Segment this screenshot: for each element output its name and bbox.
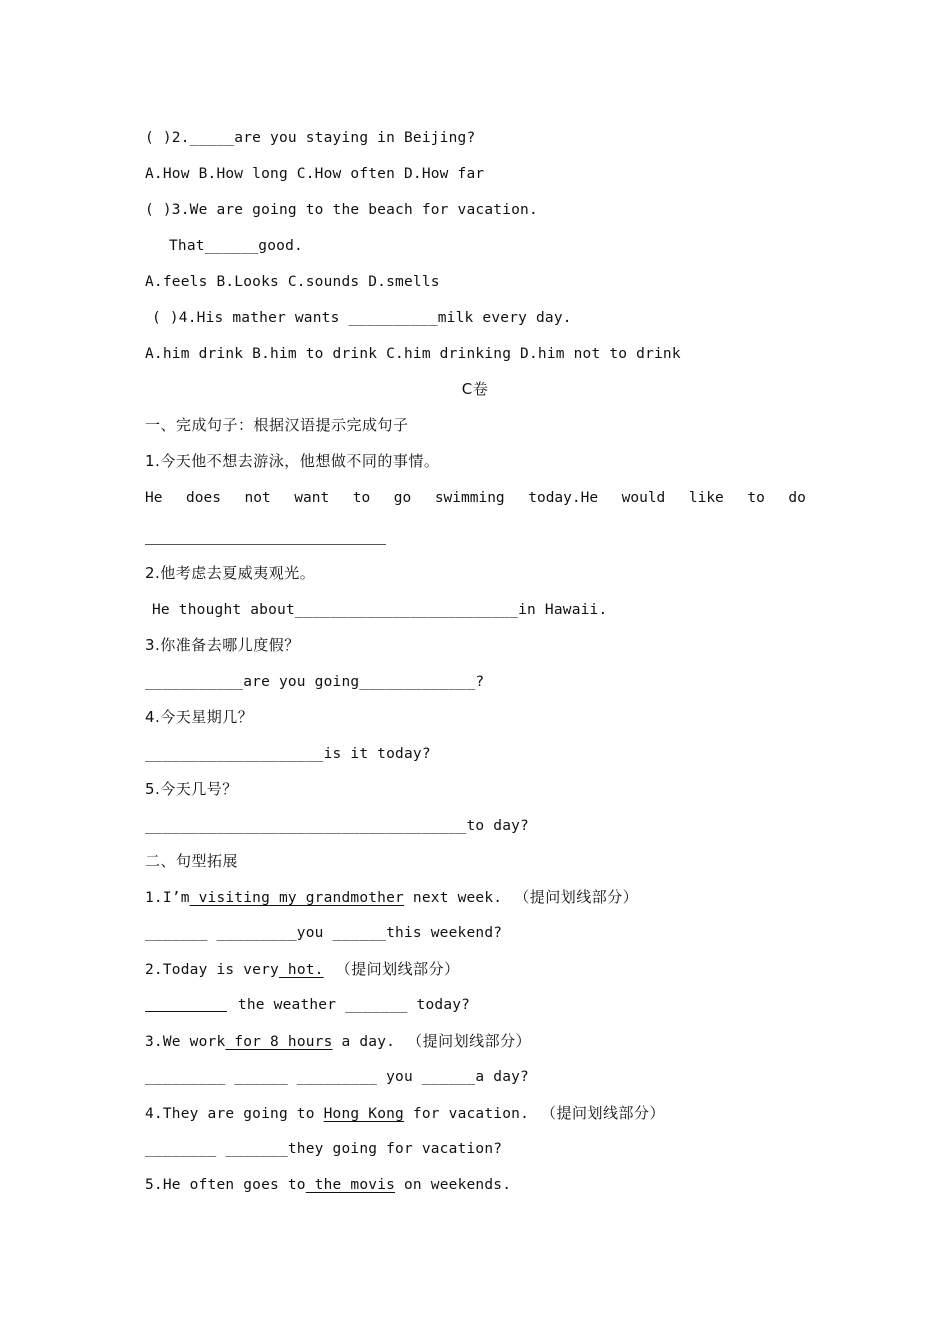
sentence-4-english: ____________________is it today? xyxy=(145,746,431,762)
transform-4-answer: ________ _______they going for vacation? xyxy=(145,1141,503,1157)
instruction-note: （提问划线部分） xyxy=(335,960,460,978)
answer-blank-line xyxy=(145,544,386,545)
text: a day. xyxy=(332,1034,396,1050)
word: want xyxy=(294,490,330,506)
sentence-1-english xyxy=(145,488,806,508)
sentence-4-chinese: 4.今天星期几？ xyxy=(145,708,254,726)
question-2-options: A.How B.How long C.How often D.How far xyxy=(145,166,485,182)
question-3-continuation: That______good. xyxy=(169,238,303,254)
question-3: ( )3.We are going to the beach for vacation. xyxy=(145,202,538,218)
part-1-title: 一、完成句子：根据汉语提示完成句子 xyxy=(145,416,409,434)
transform-5 xyxy=(145,1175,511,1195)
text: 3.We work xyxy=(145,1034,226,1050)
word: do xyxy=(788,490,806,506)
answer-blank-line xyxy=(145,1011,227,1012)
question-3-options: A.feels B.Looks C.sounds D.smells xyxy=(145,274,440,290)
word: He xyxy=(145,490,163,506)
transform-1 xyxy=(145,887,638,908)
transform-4 xyxy=(145,1103,665,1124)
word: to xyxy=(352,490,371,506)
text: for vacation. xyxy=(403,1106,530,1122)
underlined-phrase: visiting my grandmother xyxy=(189,890,404,906)
transform-3-answer: _________ ______ _________ you ______a day? xyxy=(145,1069,529,1085)
instruction-note: （提问划线部分） xyxy=(407,1032,532,1050)
word: to xyxy=(747,490,765,506)
text: on weekends. xyxy=(395,1177,512,1193)
underlined-phrase: Hong Kong xyxy=(323,1106,404,1122)
transform-2 xyxy=(145,959,460,980)
underlined-phrase: hot. xyxy=(278,962,324,978)
sentence-3-chinese: 3.你准备去哪儿度假？ xyxy=(145,636,300,654)
text: next week. xyxy=(403,890,503,906)
word: swimming xyxy=(434,490,505,506)
instruction-note: （提问划线部分） xyxy=(514,888,639,906)
underlined-phrase: the movis xyxy=(305,1177,396,1193)
sentence-2-chinese: 2.他考虑去夏威夷观光。 xyxy=(145,564,316,582)
question-2: ( )2._____are you staying in Beijing? xyxy=(145,130,476,146)
sentence-5-chinese: 5.今天几号？ xyxy=(145,780,238,798)
transform-3 xyxy=(145,1031,531,1052)
transform-1-answer: _______ _________you ______this weekend? xyxy=(145,925,503,941)
word: not xyxy=(244,490,271,506)
instruction-note: （提问划线部分） xyxy=(541,1104,666,1122)
underlined-phrase: for 8 hours xyxy=(225,1034,333,1050)
text: 2.Today is very xyxy=(145,962,279,978)
word: go xyxy=(393,490,412,506)
word: like xyxy=(688,490,724,506)
transform-2-answer: the weather _______ today? xyxy=(229,997,471,1013)
sentence-5-english: ____________________________________to day? xyxy=(145,818,529,834)
sentence-2-english: He thought about_________________________in Hawaii. xyxy=(152,602,608,618)
section-c-heading: C卷 xyxy=(461,380,489,398)
text: 5.He often goes to xyxy=(145,1177,306,1193)
word: does xyxy=(186,490,221,506)
word: would xyxy=(621,490,666,506)
question-4-options: A.him drink B.him to drink C.him drinking D.him not to drink xyxy=(145,346,681,362)
text: 4.They are going to xyxy=(145,1106,324,1122)
text: 1.I’m xyxy=(145,890,190,906)
part-2-title: 二、句型拓展 xyxy=(145,852,239,870)
sentence-3-english: ___________are you going_____________? xyxy=(145,674,485,690)
question-4: ( )4.His mather wants __________milk every day. xyxy=(152,310,572,326)
word: today.He xyxy=(528,490,599,506)
sentence-1-chinese: 1.今天他不想去游泳，他想做不同的事情。 xyxy=(145,452,440,470)
